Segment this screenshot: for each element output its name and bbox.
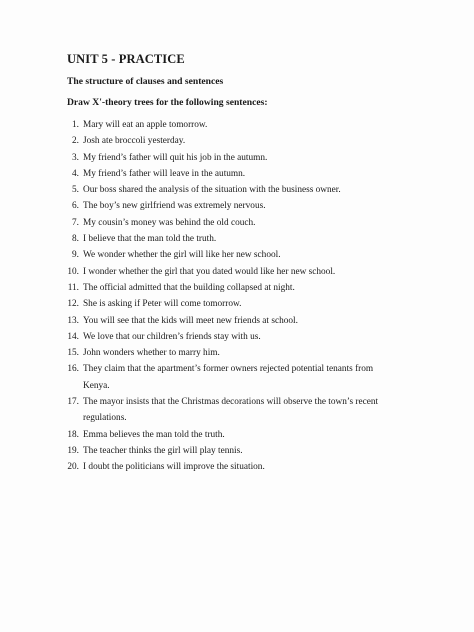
item-text: My cousin’s money was behind the old couch. — [83, 217, 256, 228]
list-item — [63, 133, 403, 149]
item-text-line: regulations. — [83, 413, 127, 424]
section-subtitle: The structure of clauses and sentences — [67, 76, 224, 87]
item-text: My friend’s father will leave in the autumn. — [83, 168, 246, 179]
item-number: 3. — [72, 152, 79, 163]
item-number: 8. — [72, 234, 79, 245]
item-text: I believe that the man told the truth. — [83, 234, 217, 245]
item-text: John wonders whether to marry him. — [83, 348, 220, 359]
list-item — [63, 231, 403, 247]
item-number: 13. — [67, 315, 79, 326]
list-item — [63, 459, 403, 475]
item-number: 1. — [72, 120, 79, 130]
item-number: 5. — [72, 185, 79, 196]
item-text-line: Kenya. — [83, 380, 110, 391]
item-number: 11. — [67, 282, 79, 293]
item-text-line: The mayor insists that the Christmas decorations will observe the town’s recent — [83, 397, 379, 408]
item-number: 4. — [72, 168, 79, 179]
item-number: 12. — [67, 299, 79, 310]
item-number: 20. — [67, 462, 79, 473]
item-text: The boy’s new girlfriend was extremely nervous. — [83, 201, 266, 212]
item-text: She is asking if Peter will come tomorrow. — [83, 299, 242, 310]
list-item — [63, 264, 403, 280]
list-item — [63, 296, 403, 312]
list-item — [63, 215, 403, 231]
item-number: 14. — [67, 331, 79, 342]
item-text — [83, 361, 403, 394]
item-number: 16. — [67, 364, 79, 375]
item-text: Mary will eat an apple tomorrow. — [83, 120, 208, 130]
item-text: We love that our children’s friends stay with us. — [83, 331, 261, 342]
item-number: 18. — [67, 429, 79, 440]
item-text: Emma believes the man told the truth. — [83, 429, 225, 440]
list-item — [63, 361, 403, 394]
item-text: Josh ate broccoli yesterday. — [83, 136, 186, 147]
item-number: 10. — [67, 266, 79, 277]
item-number: 6. — [72, 201, 79, 212]
item-number: 19. — [67, 445, 79, 456]
list-item — [63, 443, 403, 459]
list-item — [63, 329, 403, 345]
list-item — [63, 166, 403, 182]
item-number: 7. — [72, 217, 79, 228]
list-item — [63, 345, 403, 361]
item-text: The teacher thinks the girl will play tennis. — [83, 445, 243, 456]
list-item — [63, 117, 403, 133]
item-text: The official admitted that the building collapsed at night. — [83, 282, 295, 293]
item-text: You will see that the kids will meet new friends at school. — [83, 315, 298, 326]
list-item — [63, 313, 403, 329]
page-title: UNIT 5 - PRACTICE — [67, 52, 185, 66]
item-text: My friend’s father will quit his job in the autumn. — [83, 152, 268, 163]
item-text: We wonder whether the girl will like her new school. — [83, 250, 281, 261]
sentence-list — [63, 117, 403, 476]
item-text-line: They claim that the apartment’s former owners rejected potential tenants from — [83, 364, 374, 375]
list-item — [63, 247, 403, 263]
list-item — [63, 198, 403, 214]
item-number: 2. — [72, 136, 79, 147]
item-text: I wonder whether the girl that you dated would like her new school. — [83, 266, 336, 277]
list-item — [63, 427, 403, 443]
list-item — [63, 182, 403, 198]
list-item — [63, 394, 403, 427]
exercise-instruction: Draw X'-theory trees for the following sentences: — [67, 97, 268, 108]
list-item — [63, 280, 403, 296]
item-text: Our boss shared the analysis of the situation with the business owner. — [83, 185, 341, 196]
item-text: I doubt the politicians will improve the situation. — [83, 462, 265, 473]
item-number: 9. — [72, 250, 79, 261]
item-number: 15. — [67, 348, 79, 359]
item-number: 17. — [67, 397, 79, 408]
item-text — [83, 394, 403, 427]
list-item — [63, 150, 403, 166]
